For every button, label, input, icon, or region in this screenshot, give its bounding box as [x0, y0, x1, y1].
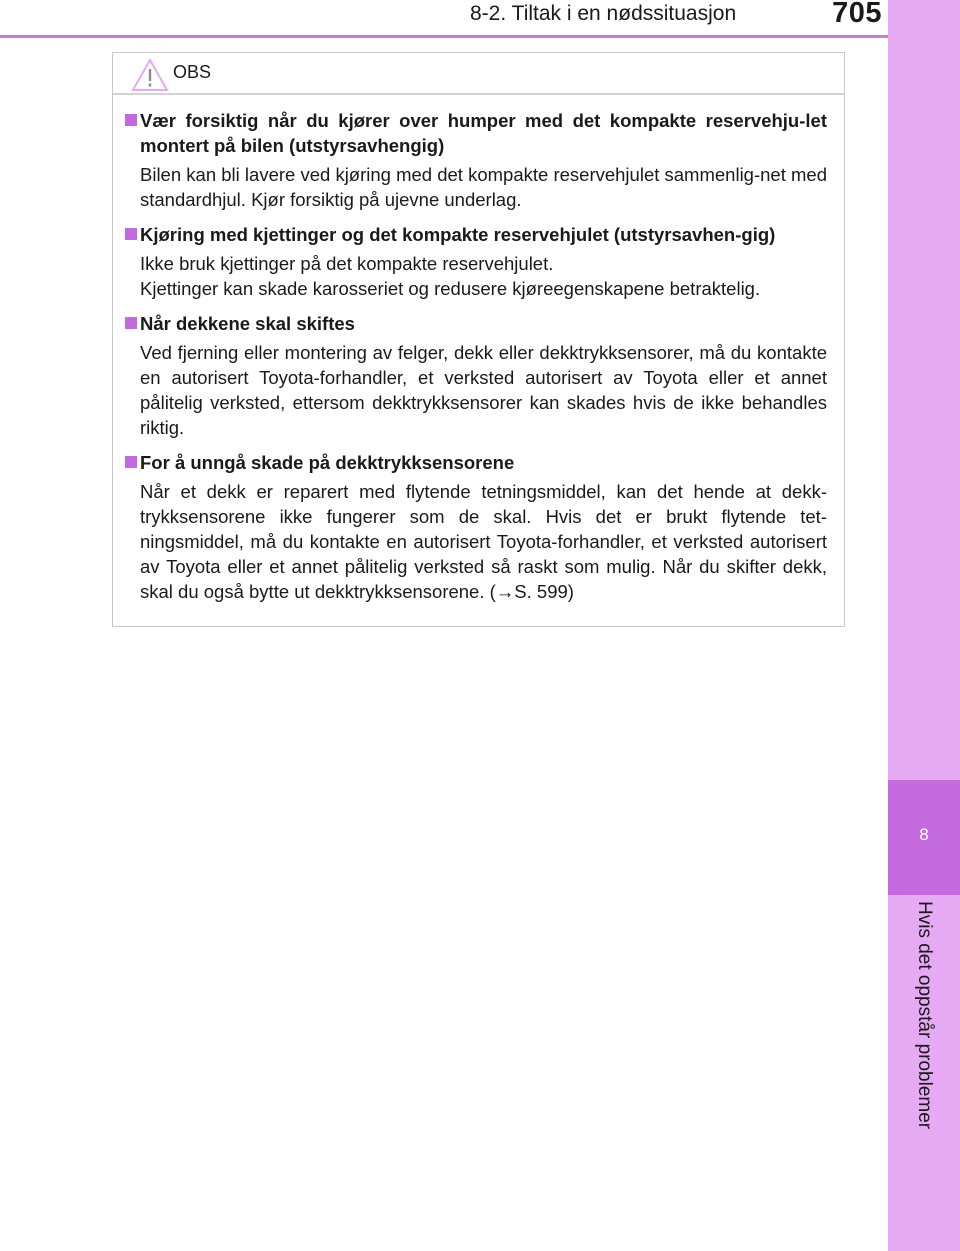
- caution-item: [113, 450, 846, 604]
- item-text: [140, 340, 827, 440]
- item-title: For å unngå skade på dekktrykksensorene: [140, 452, 515, 473]
- caution-box: [112, 52, 845, 627]
- square-bullet-icon: [125, 456, 137, 468]
- caution-item: [113, 311, 846, 440]
- header-rule: [0, 35, 888, 38]
- item-title: Når dekkene skal skiftes: [140, 313, 355, 334]
- chapter-number: 8: [919, 825, 929, 844]
- item-paragraph: Når et dekk er reparert med flytende tetningsmiddel, kan det hende at dekk-trykksensorene ikke fungerer som de skal. Hvis det er brukt flytende tet-ningsmiddel, må du kontakte en autorisert Toyota-forhandler, et verksted autorisert av Toyota eller et annet pålitelig verksted så raskt som mulig. Når du skifter dekk, skal du også bytte ut dekktrykksensorene. (→S. 599): [140, 481, 827, 602]
- section-title: 8-2. Tiltak i en nødssituasjon: [470, 2, 737, 25]
- item-paragraph: Ved fjerning eller montering av felger, dekk eller dekktrykksensorer, må du kontakte en autorisert Toyota-forhandler, et verksted autorisert av Toyota eller et annet pålitelig verksted, ettersom dekktrykksensorer kan skades hvis de ikke behandles riktig.: [140, 342, 827, 438]
- chapter-title: Hvis det oppstår problemer: [914, 901, 935, 1130]
- item-title: Vær forsiktig når du kjører over humper med det kompakte reservehju-let montert på bilen (utstyrsavhengig): [140, 110, 827, 156]
- square-bullet-icon: [125, 114, 137, 126]
- item-paragraph: Ikke bruk kjettinger på det kompakte reservehjulet.: [140, 253, 554, 274]
- caution-item: [113, 108, 846, 212]
- item-text: [140, 479, 827, 604]
- item-title: Kjøring med kjettinger og det kompakte reservehjulet (utstyrsavhen-gig): [140, 224, 776, 245]
- caution-header: [113, 53, 844, 95]
- caution-label: OBS: [173, 62, 212, 82]
- item-paragraph: Bilen kan bli lavere ved kjøring med det kompakte reservehjulet sammenlig-net med standardhjul. Kjør forsiktig på ujevne underlag.: [140, 164, 827, 210]
- warning-triangle-icon: [131, 58, 169, 92]
- square-bullet-icon: [125, 317, 137, 329]
- caution-body: [113, 108, 846, 604]
- item-paragraph: Kjettinger kan skade karosseriet og redusere kjøreegenskapene betraktelig.: [140, 278, 761, 299]
- square-bullet-icon: [125, 228, 137, 240]
- item-text: [140, 162, 827, 212]
- page-number: 705: [832, 0, 882, 29]
- caution-item: [113, 222, 846, 301]
- item-text: [140, 251, 827, 301]
